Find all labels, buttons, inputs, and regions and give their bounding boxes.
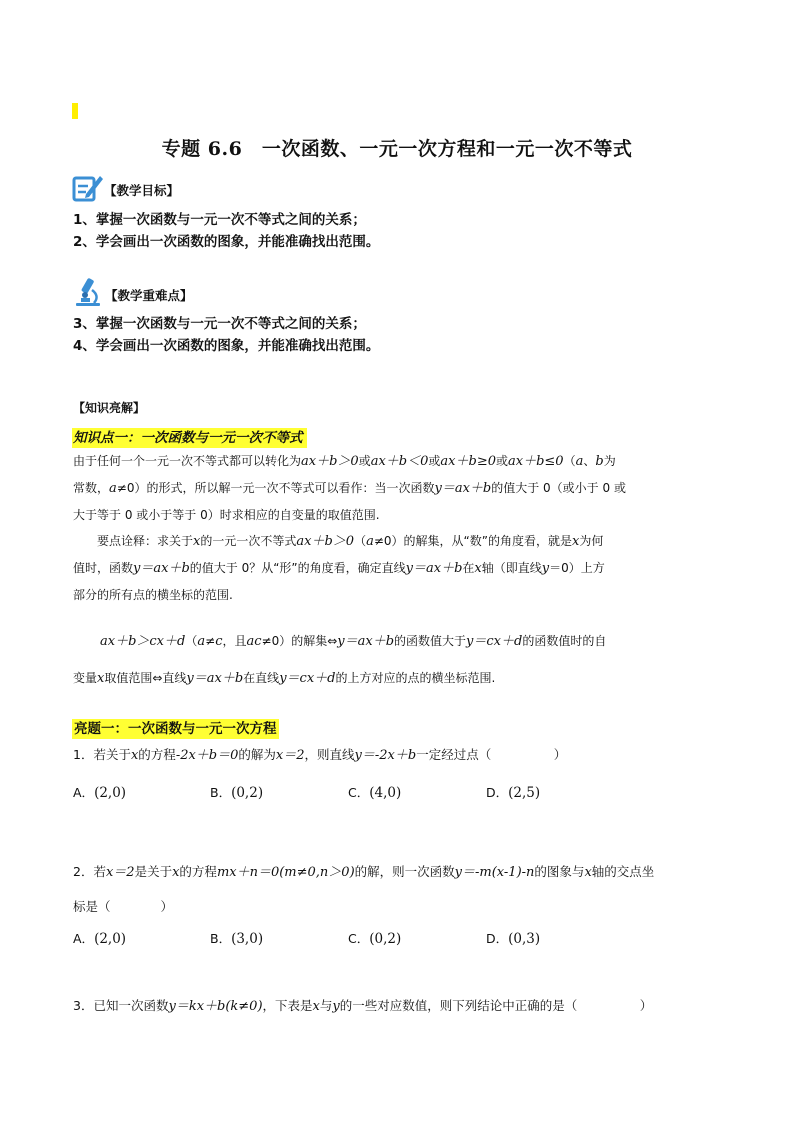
question-3: 3．已知一次函数y＝kx＋b(k≠0)，下表是x与y的一些对应数值，则下列结论中正确的是（ ） [73,998,653,1014]
example-title [72,718,279,739]
option-a[interactable]: A．(2,0) [73,785,127,801]
knowledge-heading: 【知识亮解】 [73,401,146,415]
keypoint-item: 4、学会画出一次函数的图象，并能准确找出范围。 [73,338,380,354]
option-c[interactable]: C．(0,2) [348,931,402,947]
goal-item: 2、学会画出一次函数的图象，并能准确找出范围。 [73,234,380,250]
knowledge-paragraph-2: 要点诠释：求关于x的一元一次不等式ax＋b＞0（a≠0）的解集，从“数”的角度看，就是x为何 值时，函数y＝ax＋b的值大于 0？从“形”的角度看，确定直线y＝ax＋b在x轴（即直线y＝0）上方 部分的所有点的横坐标的范围. [73,534,605,602]
option-d[interactable]: D．(2,5) [486,785,541,801]
option-c[interactable]: C．(4,0) [348,785,402,801]
goals-heading: 【教学目标】 [104,183,180,198]
option-d[interactable]: D．(0,3) [486,931,541,947]
notebook-pencil-icon [72,172,104,202]
option-a[interactable]: A．(2,0) [73,931,127,947]
knowledge-paragraph-3: ax＋b＞cx＋d（a≠c，且ac≠0）的解集⇔y＝ax＋b的函数值大于y＝cx＋d的函数值时的自 变量x取值范围⇔直线y＝ax＋b在直线y＝cx＋d的上方对应的点的横坐标范围. [73,634,607,686]
keypoint-item: 3、掌握一次函数与一元一次不等式之间的关系； [73,316,366,332]
microscope-icon [72,276,104,308]
keypoints-heading: 【教学重难点】 [105,288,193,303]
knowledge-paragraph-1: 由于任何一个一元一次不等式都可以转化为ax＋b＞0或ax＋b＜0或ax＋b≥0或ax＋b≤0（a、b为 常数，a≠0）的形式，所以解一元一次不等式可以看作：当一次函数y＝ax＋b的值大于 0（或小于 0 或 大于等于 0 或小于等于 0）时求相应的自变量的取值范围. [73,454,626,522]
goal-item: 1、掌握一次函数与一元一次不等式之间的关系； [73,212,366,228]
knowledge-point-title [72,427,307,448]
highlight-marker [72,103,78,119]
option-b[interactable]: B．(0,2) [210,785,264,801]
page-title: 专题 6.6 一次函数、一元一次方程和一元一次不等式 [161,138,633,160]
option-b[interactable]: B．(3,0) [210,931,264,947]
knowledge-point-title-text: 知识点一：一次函数与一元一次不等式 [72,428,307,448]
question-2: 2．若x＝2是关于x的方程mx＋n＝0(m≠0,n＞0)的解，则一次函数y＝-m(x-1)-n的图象与x轴的交点坐 标是（ ） [73,864,655,914]
question-1: 1．若关于x的方程-2x＋b＝0的解为x＝2，则直线y＝-2x＋b一定经过点（ ） [73,747,567,763]
example-title-text: 亮题一：一次函数与一元一次方程 [74,721,277,737]
